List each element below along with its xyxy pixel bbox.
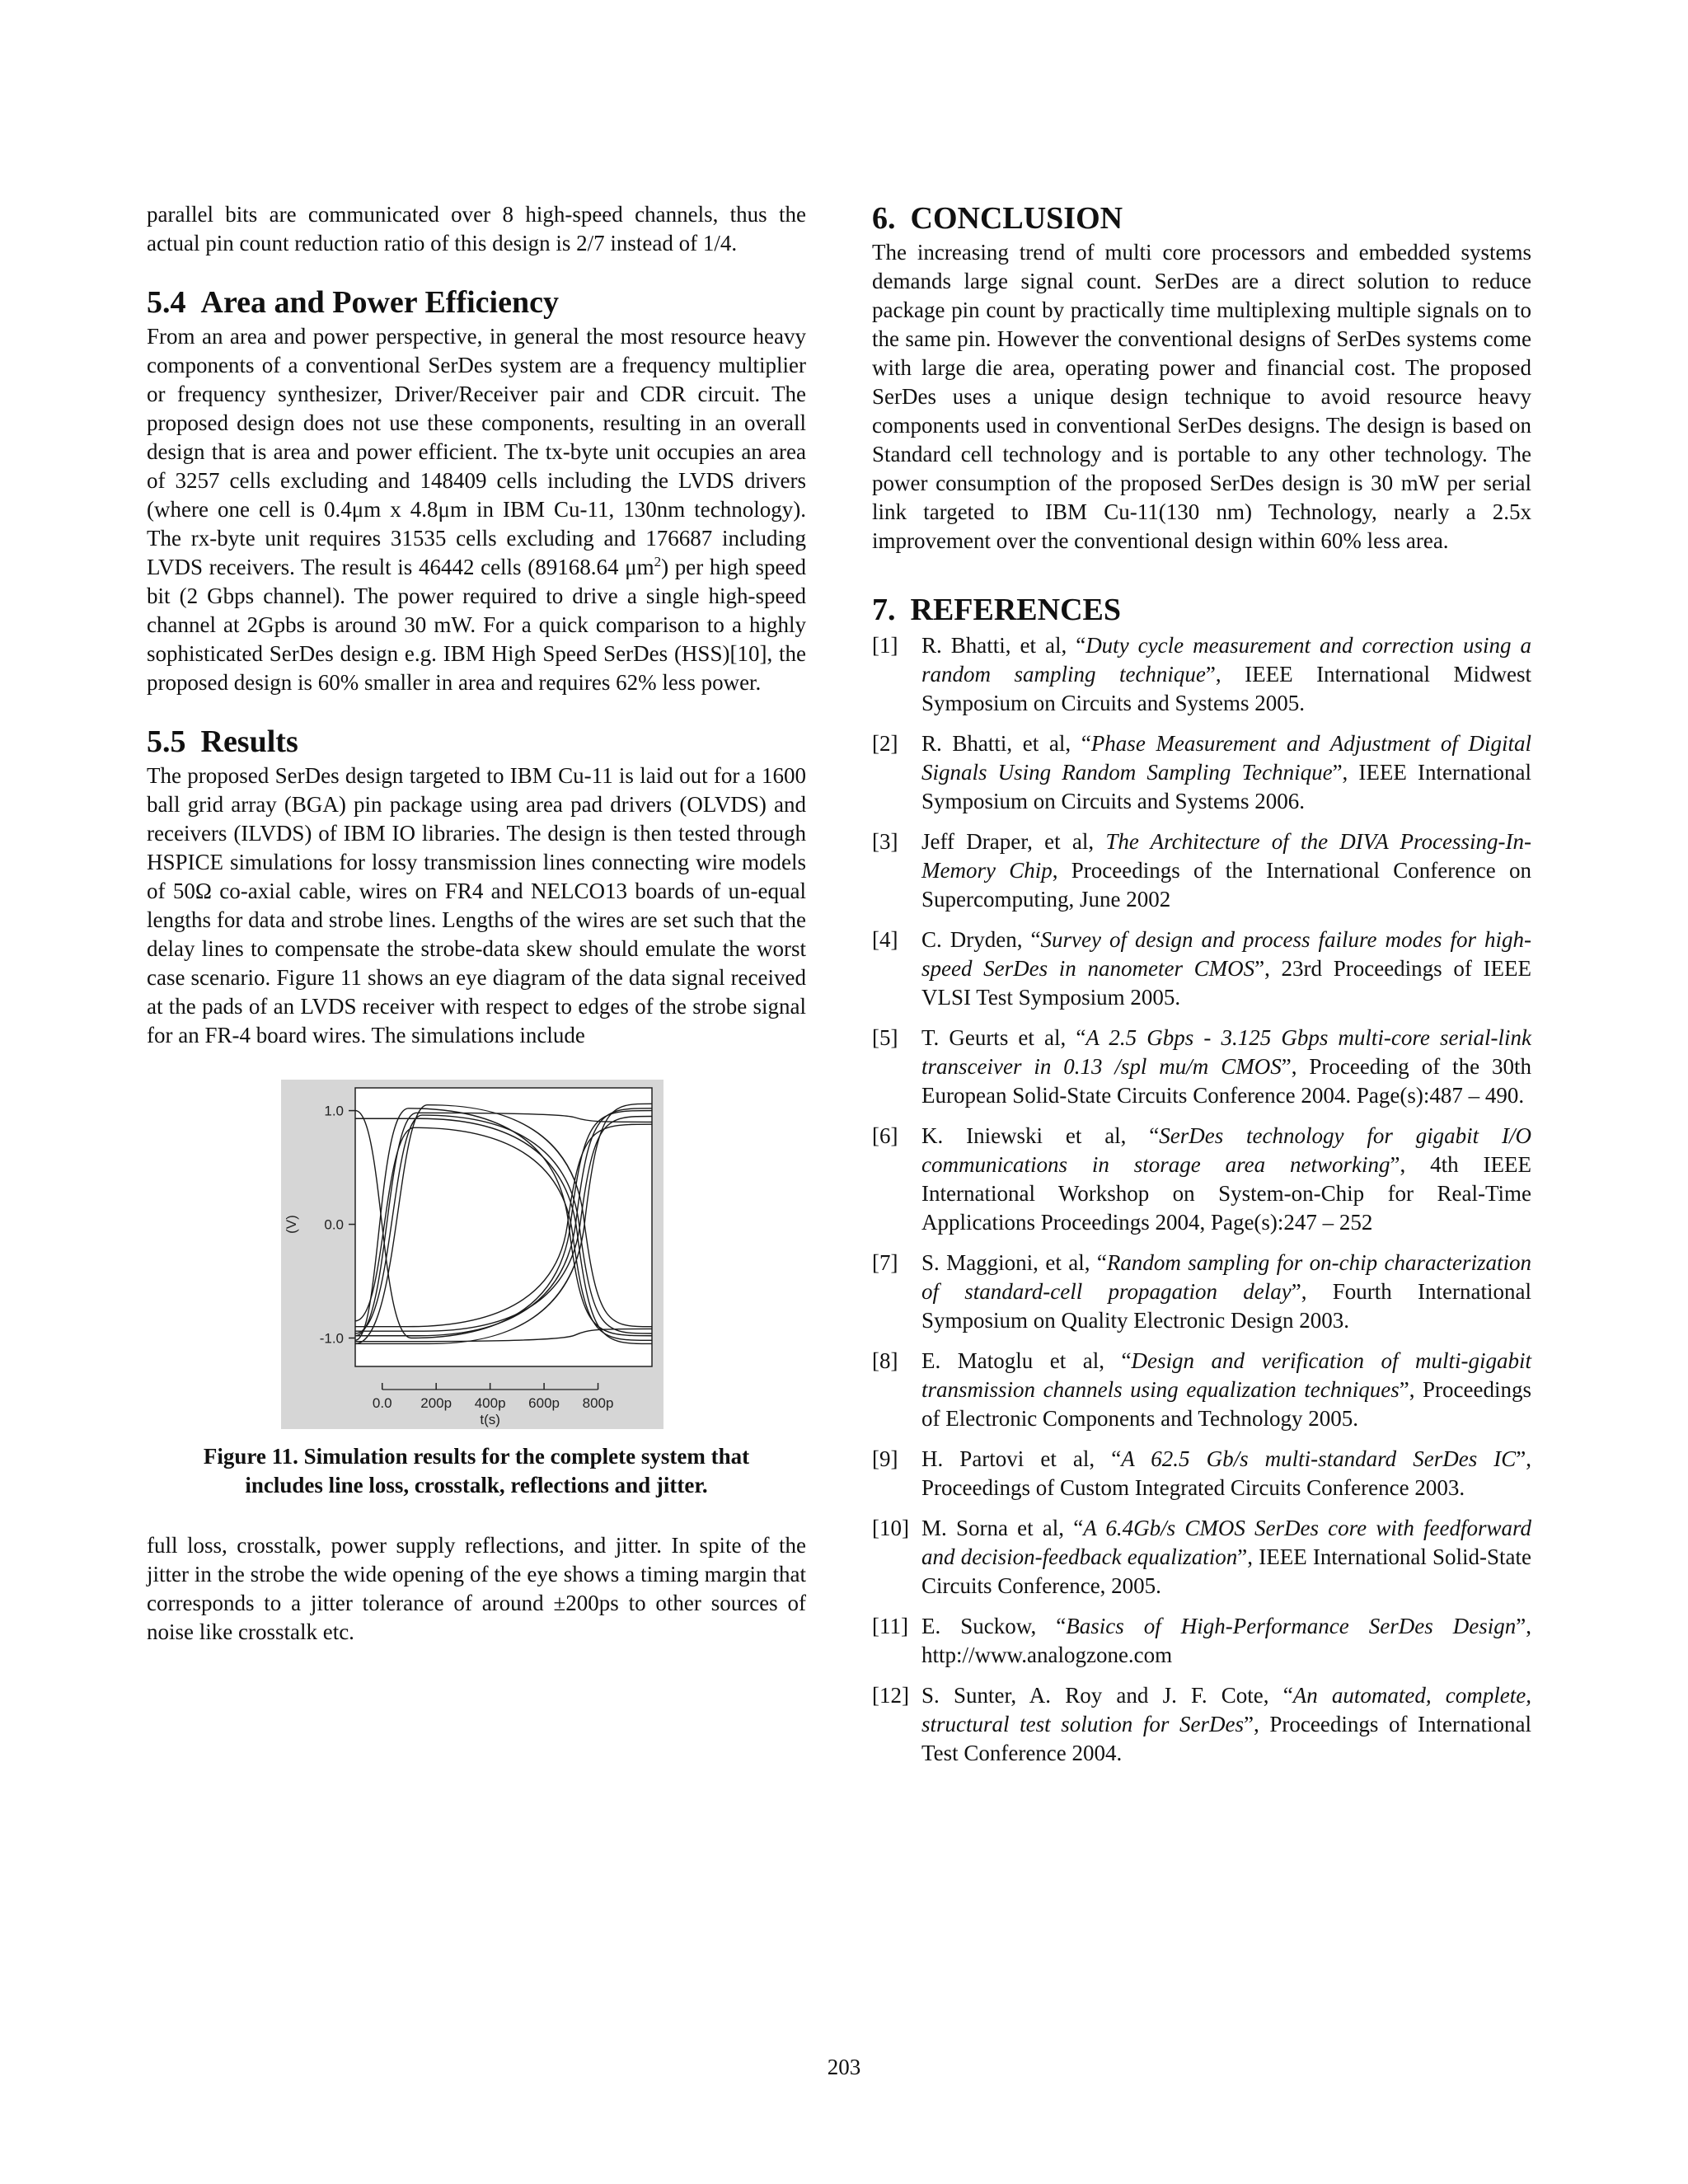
- x-axis-label: t(s): [480, 1412, 500, 1427]
- reference-number: [3]: [872, 829, 898, 854]
- reference-venue: ”, Proceeding of the 30th European Solid-State Circuits Conference 2004. Page(s):487 – 490.: [921, 1054, 1531, 1108]
- reference-title: Design and verification of multi-gigabit transmission channels using equalization techniques: [921, 1348, 1531, 1402]
- reference-number: [2]: [872, 731, 898, 756]
- reference-title: Random sampling for on-chip characterization of standard-cell propagation delay: [921, 1250, 1531, 1304]
- reference-number: [8]: [872, 1348, 898, 1373]
- reference-number: [9]: [872, 1446, 898, 1471]
- reference-venue: ”, IEEE International Solid-State Circuits Conference, 2005.: [921, 1544, 1532, 1598]
- figure-11: [147, 1080, 806, 1500]
- section-5-4-paragraph: [147, 322, 806, 697]
- reference-number: [4]: [872, 927, 898, 952]
- reference-title: A 62.5 Gb/s multi-standard SerDes IC: [1121, 1446, 1517, 1471]
- reference-item: [872, 1514, 1531, 1601]
- reference-item: [872, 1122, 1531, 1237]
- paragraph-part: From an area and power perspective, in general the most resource heavy components of a conventional SerDes system are a frequency multiplier or frequency synthesizer, Driver/Receiver pair and CDR circuit. The proposed design does not use these components, resulting in an overall design that is area and power efficient. The tx-byte unit occupies an area of 3257 cells excluding and 148409 cells including the LVDS drivers (where one cell is 0.4μm x 4.8μm in IBM Cu-11, 130nm technology). The rx-byte unit requires 31535 cells excluding and 176687 including LVDS receivers. The result is 46442 cells (89168.64 μm: [147, 324, 806, 579]
- reference-number: [5]: [872, 1025, 898, 1050]
- reference-authors: R. Bhatti, et al, “: [921, 731, 1091, 756]
- section-6-heading: [872, 200, 1531, 237]
- reference-authors: H. Partovi et al, “: [921, 1446, 1122, 1471]
- reference-item: [872, 1347, 1531, 1433]
- reference-item: [872, 926, 1531, 1012]
- page-number: 203: [827, 2055, 861, 2079]
- reference-text: [921, 827, 1531, 914]
- reference-authors: T. Geurts et al, “: [921, 1025, 1086, 1050]
- x-tick-label: 200p: [420, 1395, 452, 1411]
- reference-venue: ”, Proceedings of International Test Conference 2004.: [921, 1712, 1531, 1765]
- reference-title: Basics of High-Performance SerDes Design: [1066, 1614, 1517, 1638]
- reference-text: [921, 1445, 1531, 1502]
- reference-venue: ”, IEEE International Symposium on Circuits and Systems 2006.: [921, 760, 1531, 813]
- reference-title: The Architecture of the DIVA Processing-In-Memory Chip: [921, 829, 1531, 883]
- paragraph-part: ) per high speed bit (2 Gbps channel). The power required to drive a single high-speed channel at 2Gpbs is around 30 mW. For a quick comparison to a highly sophisticated SerDes design e.g. IBM High Speed SerDes (HSS)[10], the proposed design is 60% smaller in area and requires 62% less power.: [147, 555, 806, 695]
- reference-text: [921, 1514, 1531, 1601]
- reference-item: [872, 1024, 1531, 1110]
- intro-paragraph: parallel bits are communicated over 8 high-speed channels, thus the actual pin count reduction ratio of this design is 2/7 instead of 1/4.: [147, 202, 806, 255]
- reference-number: [12]: [872, 1683, 909, 1708]
- reference-authors: M. Sorna et al, “: [921, 1516, 1084, 1540]
- section-title: Results: [200, 724, 298, 759]
- reference-text: [921, 631, 1531, 718]
- section-title: REFERENCES: [910, 593, 1121, 627]
- section-5-5-paragraph-2: full loss, crosstalk, power supply reflections, and jitter. In spite of the jitter in the strobe the wide opening of the eye shows a timing margin that corresponds to a jitter tolerance of around ±200ps to other sources of noise like crosstalk etc.: [147, 1533, 806, 1644]
- reference-number: [7]: [872, 1250, 898, 1275]
- superscript: 2: [654, 554, 662, 569]
- section-title: Area and Power Efficiency: [200, 285, 559, 320]
- section-5-5-heading: [147, 724, 806, 760]
- reference-venue: ”, Proceedings of Custom Integrated Circuits Conference 2003.: [921, 1446, 1531, 1500]
- reference-text: [921, 1249, 1531, 1335]
- y-tick-label: 0.0: [324, 1216, 344, 1233]
- reference-text: [921, 1681, 1531, 1768]
- reference-venue: ”, http://www.analogzone.com: [921, 1614, 1531, 1667]
- eye-diagram-chart: [281, 1080, 663, 1429]
- section-number: 7.: [872, 593, 896, 627]
- right-column: [872, 200, 1531, 1779]
- reference-title: A 2.5 Gbps - 3.125 Gbps multi-core serial-link transceiver in 0.13 /spl mu/m CMOS: [921, 1025, 1531, 1079]
- left-column: [147, 200, 806, 1647]
- reference-venue: ”, Fourth International Symposium on Quality Electronic Design 2003.: [921, 1279, 1531, 1333]
- reference-number: [6]: [872, 1123, 898, 1148]
- reference-item: [872, 631, 1531, 718]
- reference-title: Duty cycle measurement and correction using a random sampling technique: [921, 633, 1531, 687]
- section-number: 6.: [872, 201, 896, 236]
- reference-text: [921, 926, 1531, 1012]
- reference-text: [921, 729, 1531, 816]
- figure-caption: Figure 11. Simulation results for the complete system that includes line loss, crosstalk, reflections and jitter.: [203, 1444, 750, 1497]
- section-title: CONCLUSION: [910, 201, 1123, 236]
- x-tick-label: 800p: [582, 1395, 614, 1411]
- reference-venue: ”, Proceedings of Electronic Components and Technology 2005.: [921, 1377, 1531, 1431]
- reference-text: [921, 1122, 1531, 1237]
- reference-list: [872, 631, 1531, 1768]
- section-5-5-paragraph-1: The proposed SerDes design targeted to IBM Cu-11 is laid out for a 1600 ball grid array (BGA) pin package using area pad drivers (OLVDS) and receivers (ILVDS) of IBM IO libraries. The design is then tested through HSPICE simulations for lossy transmission lines connecting wire models of 50Ω co-axial cable, wires on FR4 and NELCO13 boards of un-equal lengths for data and strobe lines. Lengths of the wires are set such that the delay lines to compensate the strobe-data skew should emulate the worst case scenario. Figure 11 shows an eye diagram of the data signal received at the pads of an LVDS receiver with respect to edges of the strobe signal for an FR-4 board wires. The simulations include: [147, 763, 806, 1047]
- reference-item: [872, 1681, 1531, 1768]
- reference-item: [872, 729, 1531, 816]
- reference-title: Phase Measurement and Adjustment of Digital Signals Using Random Sampling Technique: [921, 731, 1531, 785]
- eye-diagram-panel: [281, 1080, 663, 1429]
- reference-number: [1]: [872, 633, 898, 658]
- y-tick-label: 1.0: [324, 1103, 344, 1119]
- reference-venue: ”, 4th IEEE International Workshop on System-on-Chip for Real-Time Applications Proceedings 2004, Page(s):247 – 252: [921, 1152, 1531, 1235]
- reference-text: [921, 1024, 1531, 1110]
- reference-text: [921, 1612, 1531, 1670]
- reference-title: A 6.4Gb/s CMOS SerDes core with feedforward and decision-feedback equalization: [921, 1516, 1532, 1569]
- reference-authors: R. Bhatti, et al, “: [921, 633, 1086, 658]
- section-number: 5.4: [147, 285, 186, 320]
- section-7-heading: [872, 592, 1531, 628]
- reference-venue: ”, 23rd Proceedings of IEEE VLSI Test Symposium 2005.: [921, 956, 1531, 1010]
- reference-venue: , Proceedings of the International Conference on Supercomputing, June 2002: [921, 858, 1532, 912]
- section-5-4-heading: [147, 284, 806, 321]
- reference-number: [11]: [872, 1614, 908, 1638]
- reference-number: [10]: [872, 1516, 909, 1540]
- reference-authors: Jeff Draper, et al,: [921, 829, 1106, 854]
- x-tick-label: 600p: [528, 1395, 560, 1411]
- conclusion-paragraph: The increasing trend of multi core processors and embedded systems demands large signal count. SerDes are a direct solution to reduce package pin count by practically time multiplexing multiple signals on to the same pin. However the conventional designs of SerDes systems come with large die area, operating power and financial cost. The proposed SerDes uses a unique design technique to avoid resource heavy components used in conventional SerDes designs. The design is based on Standard cell technology and is portable to any other technology. The power consumption of the proposed SerDes design is 30 mW per serial link targeted to IBM Cu-11(130 nm) Technology, nearly a 2.5x improvement over the conventional design within 60% less area.: [872, 240, 1531, 553]
- reference-authors: C. Dryden, “: [921, 927, 1041, 952]
- section-number: 5.5: [147, 724, 186, 759]
- reference-text: [921, 1347, 1531, 1433]
- reference-authors: E. Matoglu et al, “: [921, 1348, 1132, 1373]
- reference-item: [872, 1249, 1531, 1335]
- reference-authors: E. Suckow, “: [921, 1614, 1067, 1638]
- reference-item: [872, 827, 1531, 914]
- reference-authors: S. Maggioni, et al, “: [921, 1250, 1107, 1275]
- x-tick-label: 0.0: [372, 1395, 392, 1411]
- reference-title: An automated, complete, structural test solution for SerDes: [921, 1683, 1531, 1736]
- x-tick-label: 400p: [474, 1395, 506, 1411]
- reference-authors: K. Iniewski et al, “: [921, 1123, 1160, 1148]
- reference-title: Survey of design and process failure modes for high-speed SerDes in nanometer CMOS: [921, 927, 1532, 981]
- y-axis-label: (V): [284, 1215, 299, 1234]
- reference-item: [872, 1612, 1531, 1670]
- reference-item: [872, 1445, 1531, 1502]
- reference-title: SerDes technology for gigabit I/O communications in storage area networking: [921, 1123, 1531, 1177]
- y-tick-label: -1.0: [319, 1330, 344, 1347]
- reference-authors: S. Sunter, A. Roy and J. F. Cote, “: [921, 1683, 1293, 1708]
- reference-venue: ”, IEEE International Midwest Symposium on Circuits and Systems 2005.: [921, 662, 1531, 715]
